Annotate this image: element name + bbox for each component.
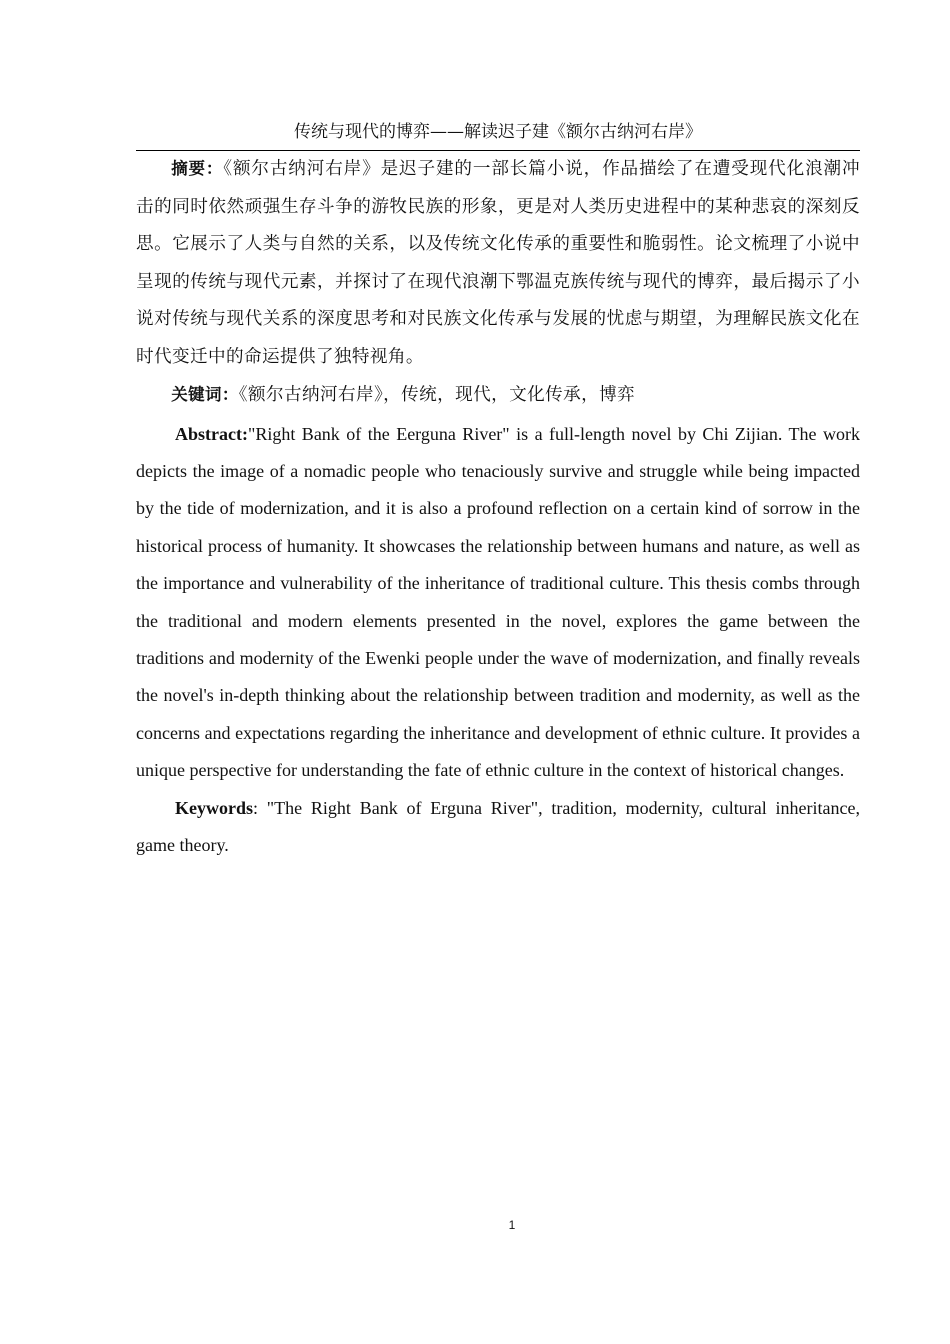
abstract-en-text: "Right Bank of the Eerguna River" is a full-length novel by Chi Zijian. The work depicts the image of a nomadic people who tenaciously survive and struggle while being impacted by the tide of modernization, and it is also a profound reflection on a certain kind of sorrow in the historical process of humanity. It showcases the relationship between humans and nature, as well as the importance and vulnerability of the inheritance of traditional culture. This thesis combs through the traditional and modern elements presented in the novel, explores the game between the traditions and modernity of the Ewenki people under the wave of modernization, and finally reveals the novel's in-depth thinking about the relationship between tradition and modernity, as well as the concerns and expectations regarding the inheritance and development of ethnic culture. It provides a unique perspective for understanding the fate of ethnic culture in the context of historical changes.: [136, 423, 860, 781]
keywords-zh-text: 《额尔古纳河右岸》，传统，现代，文化传承，博弈: [238, 385, 636, 405]
abstract-zh: [136, 150, 860, 376]
abstract-en: [136, 416, 860, 790]
abstract-en-label: Abstract:: [175, 423, 248, 444]
page-number: 1: [508, 1218, 516, 1232]
keywords-en-text: : "The Right Bank of Erguna River", tradition, modernity, cultural inheritance, game theory.: [136, 797, 860, 855]
abstract-zh-text: 《额尔古纳河右岸》是迟子建的一部长篇小说，作品描绘了在遭受现代化浪潮冲击的同时依然顽强生存斗争的游牧民族的形象，更是对人类历史进程中的某种悲哀的深刻反思。它展示了人类与自然的关系，以及传统文化传承的重要性和脆弱性。论文梳理了小说中呈现的传统与现代元素，并探讨了在现代浪潮下鄂温克族传统与现代的博弈，最后揭示了小说对传统与现代关系的深度思考和对民族文化传承与发展的忧虑与期望，为理解民族文化在时代变迁中的命运提供了独特视角。: [136, 159, 860, 367]
document-title: 传统与现代的博弈——解读迟子建《额尔古纳河右岸》: [294, 122, 702, 142]
keywords-en: [136, 790, 860, 865]
keywords-zh: [136, 376, 860, 415]
abstract-zh-label: 摘要：: [171, 159, 224, 178]
keywords-zh-label: 关键词：: [171, 385, 239, 404]
keywords-en-label: Keywords: [175, 797, 253, 818]
document-body: [136, 150, 860, 864]
